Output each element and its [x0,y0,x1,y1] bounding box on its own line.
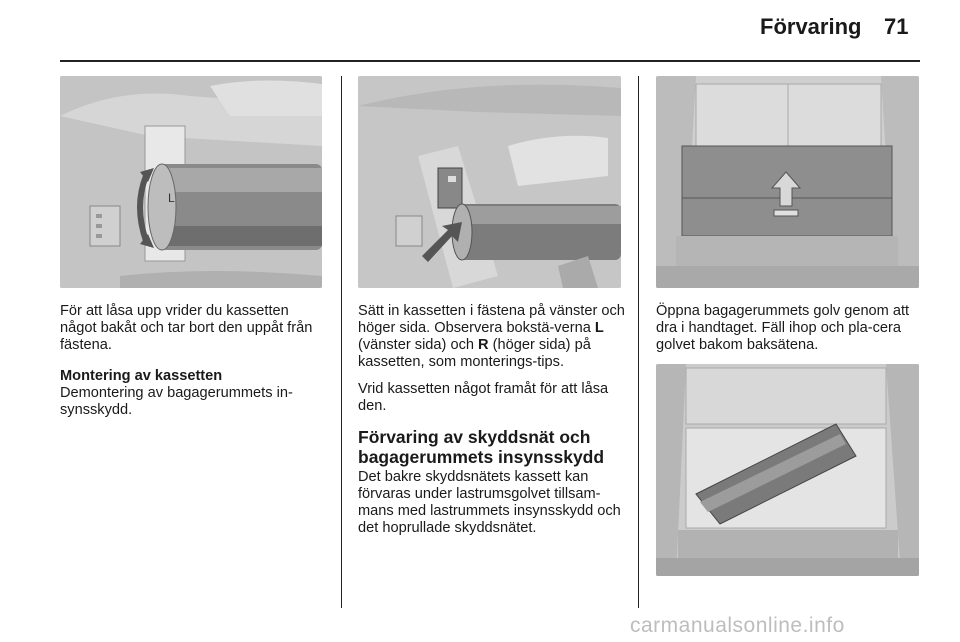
paragraph-unlock: För att låsa upp vrider du kassetten något bakåt och tar bort den uppåt från fästena. [60,303,313,353]
column-3-text [656,303,924,364]
figure-cassette-insert [358,76,621,288]
section-heading-storage: Förvaring av skyddsnät och bagagerummets insynsskydd [358,427,605,467]
letter-L: L [594,320,604,336]
paragraph-storage: Det bakre skyddsnätets kassett kan förvaras under lastrumsgolvet tillsam-mans med lastrummets insynsskydd och det hoprullade skyddsnätet. [358,469,621,536]
column-1-text [60,303,328,429]
cassette-label-letter: L [168,191,175,205]
column-divider-left [341,76,342,608]
figure-trunk-floor-open [656,76,919,288]
page-header-title: Förvaring [760,14,862,39]
figure-cassette-release [60,76,322,288]
paragraph-rotate: Vrid kassetten något framåt för att låsa den. [358,381,609,414]
watermark: carmanualsonline.info [630,614,845,637]
letter-R: R [478,337,489,353]
column-2-text [358,303,626,547]
column-divider-right [638,76,639,608]
paragraph-remove: Demontering av bagagerummets in-synsskydd. [60,385,293,418]
figure-trunk-floor-folded [656,364,919,576]
paragraph-insert: Sätt in kassetten i fästena på vänster och höger sida. Observera bokstä-verna L (vänster sida) och R (höger sida) på kassetten, som monterings-tips. [358,303,625,370]
paragraph-open-floor: Öppna bagagerummets golv genom att dra i handtaget. Fäll ihop och pla-cera golvet bakom baksätena. [656,303,910,353]
header-rule [60,60,920,62]
page-number: 71 [884,14,909,39]
subheading-mount: Montering av kassetten [60,368,223,384]
